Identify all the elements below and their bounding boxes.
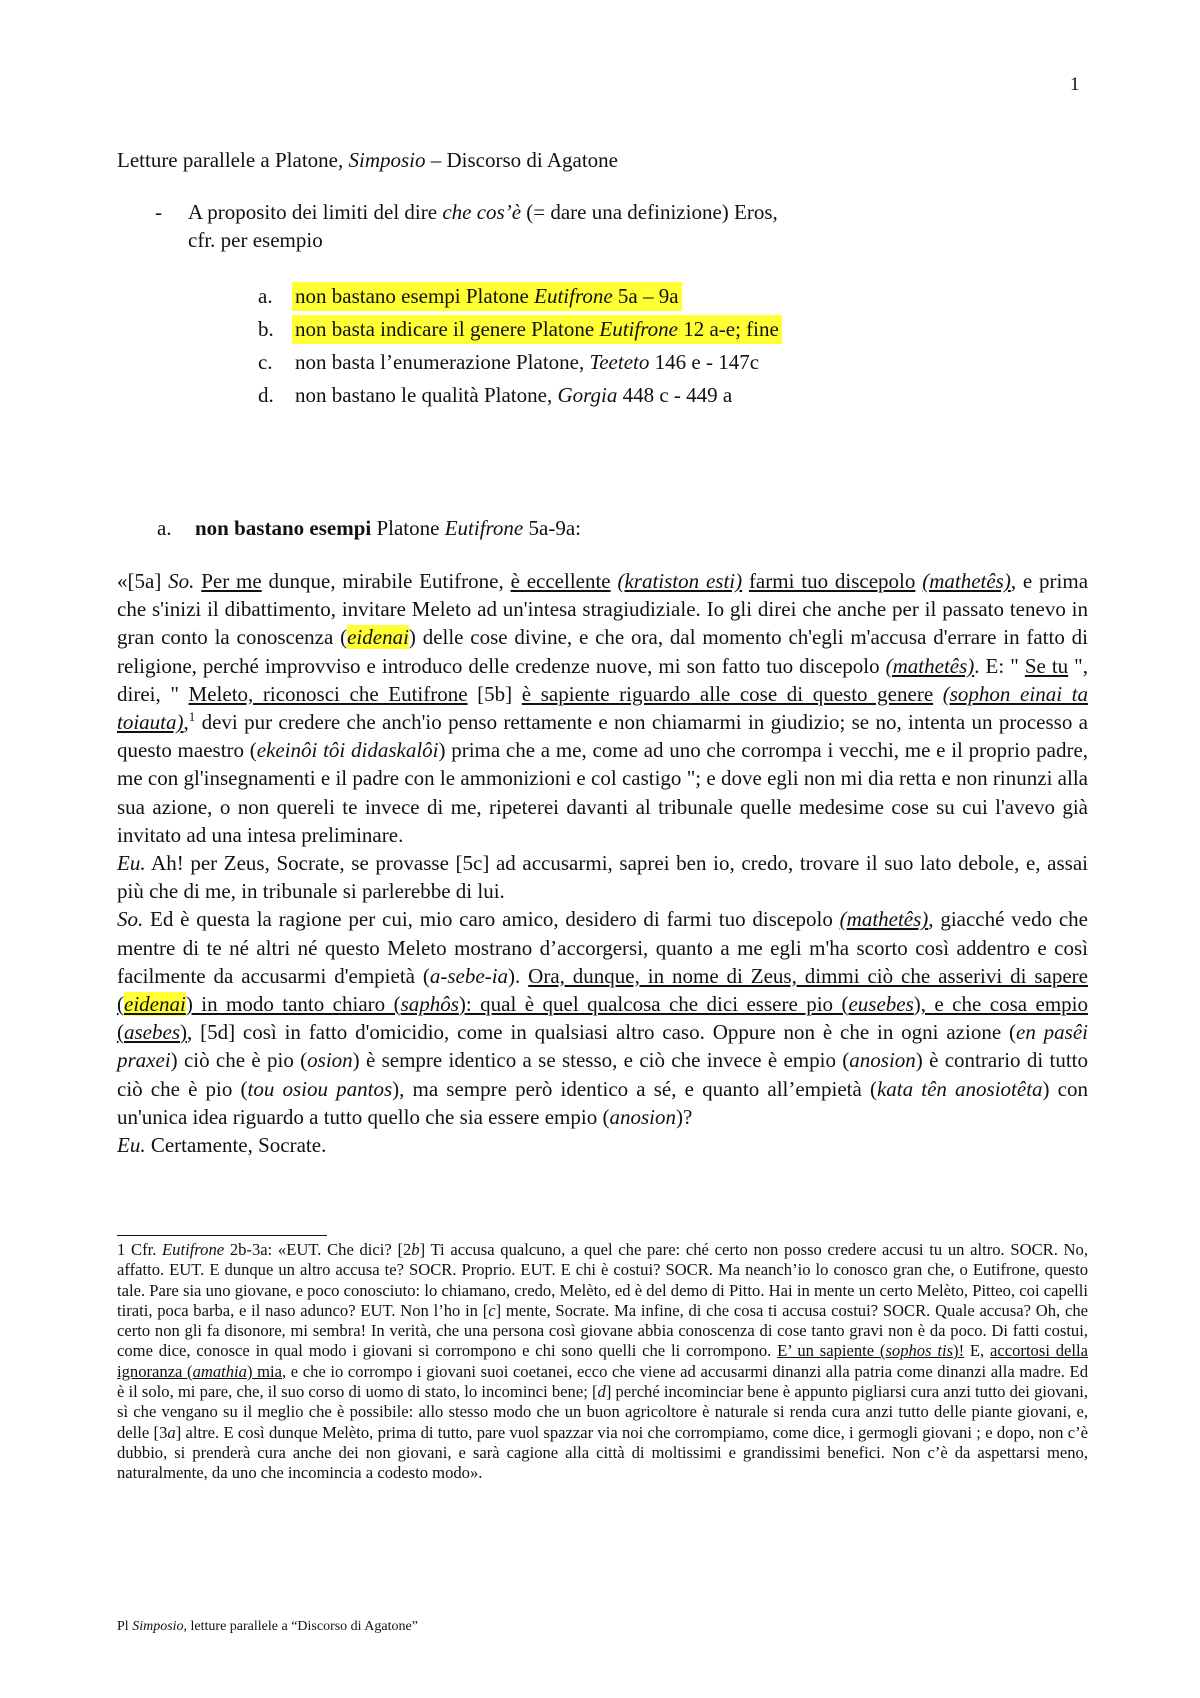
main-text — [117, 567, 1088, 1159]
page-number: 1 — [1070, 74, 1080, 95]
bullet-dash: - — [155, 200, 162, 224]
footnote: 1 Cfr. Eutifrone 2b-3a: «EUT. Che dici? [2b] Ti accusa qualcuno, a quel che pare: ché certo non posso credere accusi tu un altro. SOCR. No, affatto. EUT. E dunque un altro accusa te? SOCR. Proprio. EUT. E chi è costui? SOCR. Ma neanch’io lo conosco gran che, o Eutifrone, questo tale. Pare sia uno giovane, e poco conosciuto: lo chiamano, credo, Melèto, ed è del demo di Pitto. Hai in mente un certo Melèto, Pitteo, coi capelli tirati, poca barba, e il naso adunco? EUT. Non l’ho in [c] mente, Socrate. Ma infine, di che cosa ti accusa costui? SOCR. Quale accusa? Oh, che certo non gli fa disonore, mi sembra! In verità, che una persona così giovane abbia conoscenza di cose tanto gravi non è da poco. Di fatti costui, come dice, conosce in qual modo i giovani si corrompono e chi sono quelli che li corrompono. E’ un sapiente (sophos tis)! E, accortosi della ignoranza (amathia) mia, e che io corrompo i giovani suoi coetanei, ecco che viene ad accusarmi dinanzi alla patria come dinanzi alla madre. Ed è il solo, mi pare, che, il suo corso di uomo di stato, lo incominci bene; [d] perché incominciar bene è appunto pigliarsi cura anzi tutto dei giovani, sì che vengano su il meglio che è possibile: allo stesso modo che un buon agricoltore è naturale si renda cura anzi tutto delle piante giovani, e, delle [3a] altre. E così dunque Melèto, prima di tutto, pare vuol spazzar via noi che corrompiamo, come dice, i germogli giovani ; e dopo, non c’è dubbio, si prenderà cura anche dei non giovani, e sarà cagione alla città di moltissimi e grandissimi benefici. Non c’è da aspettarsi meno, naturalmente, da uno che incomincia a codesto modo». — [117, 1240, 1088, 1483]
document-title — [117, 148, 618, 173]
paragraph: So. Ed è questa la ragione per cui, mio caro amico, desidero di farmi tuo discepolo (mathetês), giacché vedo che mentre di te né altri né questo Meleto mostrano d’accorgersi, quanto a me egli m'ha scorto così addentro e così facilmente da accusarmi d'empietà (a-sebe-ia). Ora, dunque, in nome di Zeus, dimmi ciò che asserivi di sapere (eidenai) in modo tanto chiaro (saphôs): qual è quel qualcosa che dici essere pio (eusebes), e che cosa empio (asebes), [5d] così in fatto d'omicidio, come in qualsiasi altro caso. Oppure non è che in ogni azione (en pasêi praxei) ciò che è pio (osion) è sempre identico a se stesso, e ciò che invece è empio (anosion) è contrario di tutto ciò che è pio (tou osiou pantos), ma sempre però identico a sé, e quanto all’empietà (kata tên anosiotêta) con un'unica idea riguardo a tutto quello che sia essere empio (anosion)? — [117, 907, 1088, 1129]
title-text-rest: – Discorso di Agatone — [425, 148, 618, 172]
intro-text: A proposito dei limiti del dire che cos’è (= dare una definizione) Eros, cfr. per esempio — [188, 200, 778, 252]
footnote-separator — [117, 1235, 327, 1236]
title-work: Simposio — [348, 148, 426, 172]
paragraph: «[5a] So. Per me dunque, mirabile Eutifrone, è eccellente (kratiston esti) farmi tuo discepolo (mathetês), e prima che s'inizi il dibattimento, invitare Meleto ad un'intesa stragiudiziale. Io gli direi che anche per il passato tenevo in gran conto la conoscenza (eidenai) delle cose divine, e che ora, dal momento ch'egli m'accusa d'errare in fatto di religione, perché improvviso e introduco delle credenze nuove, mi son fatto tuo discepolo (mathetês). E: " Se tu ", direi, " Meleto, riconosci che Eutifrone [5b] è sapiente riguardo alle cose di questo genere (sophon einai ta toiauta),$^1$ devi pur credere che anch'io penso rettamente e non chiamarmi in giudizio; se no, intenta un processo a questo maestro (ekeinôi tôi didaskalôi) prima che a me, come ad uno che corrompa i vecchi, me e il proprio padre, me con gl'insegnamenti e il padre con le ammonizioni e col castigo "; e dove egli non mi dia retta e non rinunzi alla sua azione, o non quereli te invece di me, ripeterei davanti al tribunale quelle medesime cose su cui l'avevo già invitato ad una intesa preliminare. — [117, 569, 1089, 847]
footnote-ref[interactable]: 1 — [188, 709, 196, 725]
page-footer: Pl Simposio, letture parallele a “Discorso di Agatone” — [117, 1619, 418, 1634]
section-heading: a. non bastano esempi Platone Eutifrone 5a-9a: — [157, 516, 581, 540]
paragraph: Eu. Certamente, Socrate. — [117, 1133, 327, 1158]
paragraph: Eu. Ah! per Zeus, Socrate, se provasse [5c] ad accusarmi, saprei ben io, credo, trovare il suo lato debole, e, assai più che di me, in tribunale si parlerebbe di lui. — [117, 851, 1088, 904]
title-text: Letture parallele a Platone, — [117, 148, 349, 172]
